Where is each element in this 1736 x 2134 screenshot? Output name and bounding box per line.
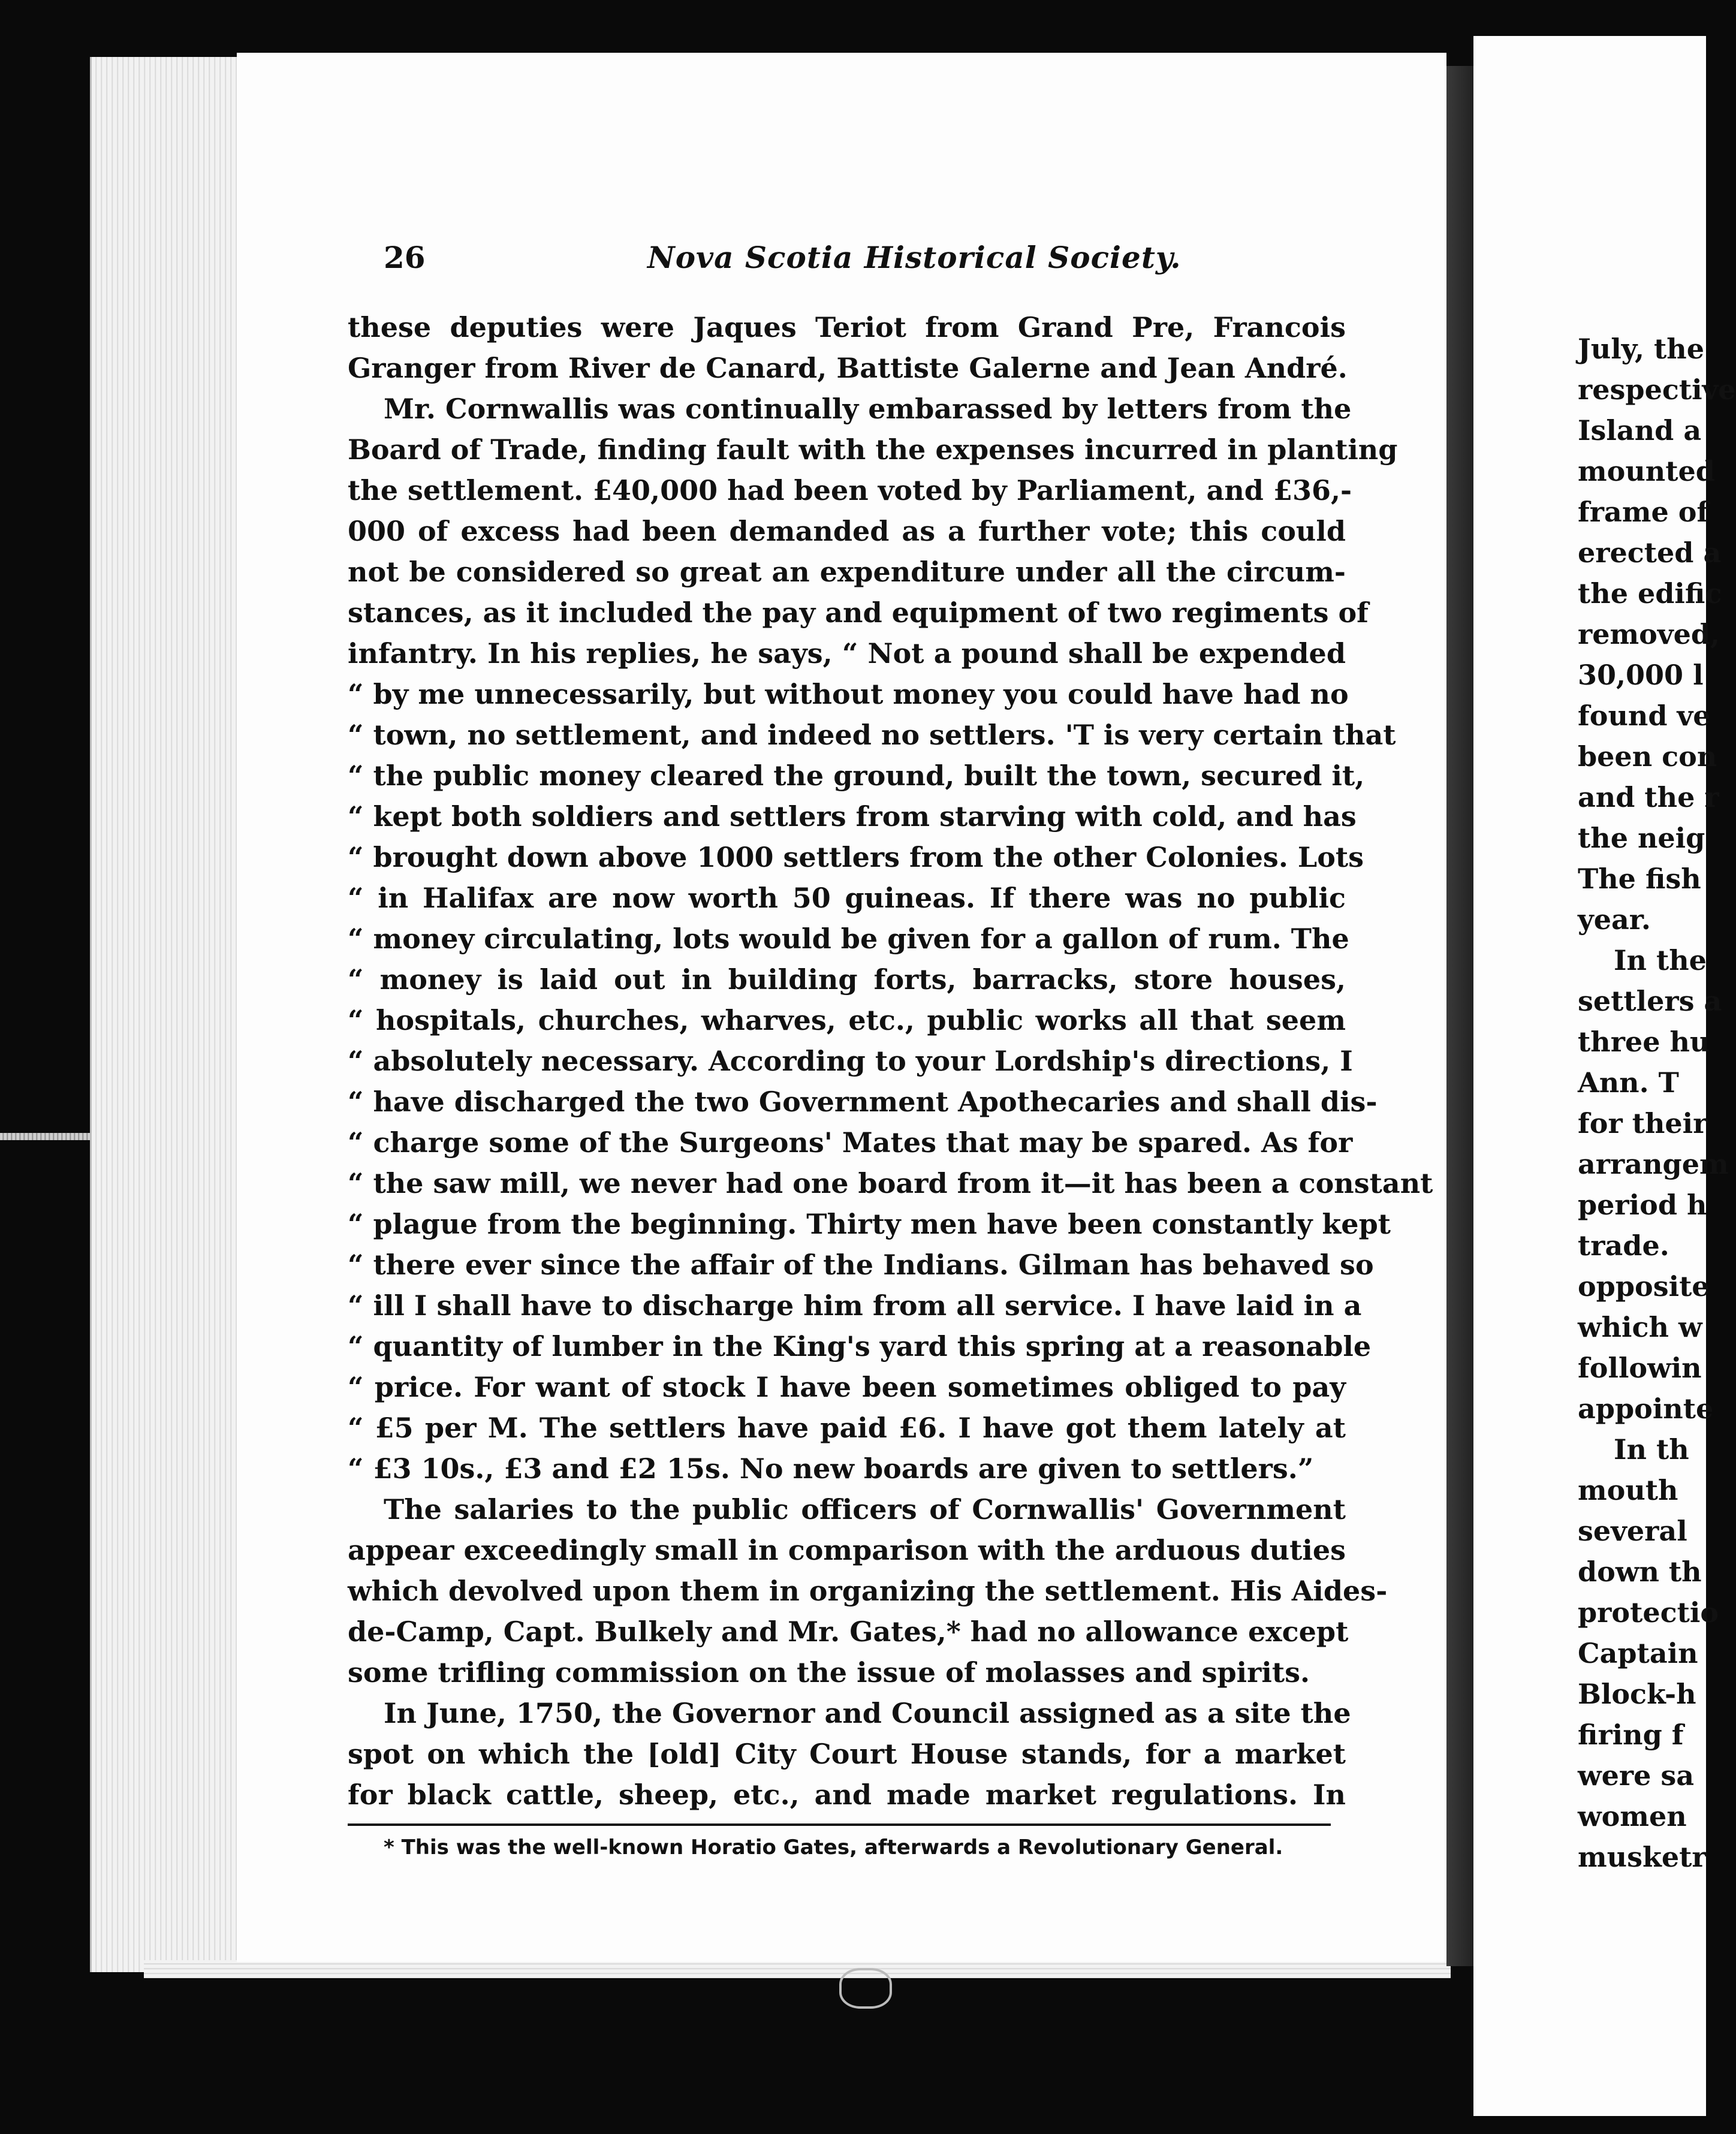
facing-text-line: firing f	[1578, 1719, 1684, 1751]
page-stack-bottom-edge	[144, 1960, 1451, 1978]
facing-text-line: In the	[1614, 944, 1707, 976]
facing-text-line: been con	[1578, 740, 1717, 773]
text-line: “ quantity of lumber in the King's yard this spring at a reasonable	[348, 1330, 1372, 1363]
facing-text-line: which w	[1578, 1311, 1702, 1343]
bottom-smudge-mark	[839, 1968, 892, 2009]
facing-text-line: opposite	[1578, 1270, 1710, 1303]
text-line: Granger from River de Canard, Battiste Galerne and Jean André.	[348, 352, 1348, 384]
facing-text-line: mounted	[1578, 455, 1715, 487]
text-line: “ plague from the beginning. Thirty men have been constantly kept	[348, 1208, 1391, 1240]
facing-text-line: protectio	[1578, 1596, 1719, 1629]
facing-text-line: and the r	[1578, 781, 1719, 813]
text-line: Board of Trade, finding fault with the expenses incurred in planting	[348, 433, 1398, 466]
facing-text-line: three hu	[1578, 1026, 1710, 1058]
facing-text-line: year.	[1578, 903, 1651, 936]
facing-text-line: arrangem	[1578, 1148, 1729, 1180]
text-line: “ money is laid out in building forts, barracks, store houses,	[348, 963, 1346, 996]
facing-text-line: for their	[1578, 1107, 1708, 1140]
text-line: “ hospitals, churches, wharves, etc., public works all that seem	[348, 1004, 1346, 1036]
facing-text-line: settlers a	[1578, 985, 1722, 1017]
text-line: which devolved upon them in organizing the settlement. His Aides-	[348, 1575, 1388, 1607]
facing-text-line: trade.	[1578, 1229, 1669, 1262]
facing-text-line: respective	[1578, 373, 1736, 406]
facing-text-line: were sa	[1578, 1759, 1695, 1792]
facing-text-line: frame of	[1578, 496, 1709, 528]
facing-text-line: musketr	[1578, 1841, 1707, 1873]
facing-text-line: The fish	[1578, 863, 1701, 895]
text-line: “ ill I shall have to discharge him from all service. I have laid in a	[348, 1289, 1362, 1322]
text-line: stances, as it included the pay and equipment of two regiments of	[348, 596, 1369, 629]
text-line: spot on which the [old] City Court House stands, for a market	[348, 1738, 1346, 1770]
facing-text-line: erected a	[1578, 536, 1722, 569]
text-line: “ money circulating, lots would be given for a gallon of rum. The	[348, 923, 1349, 955]
text-line: these deputies were Jaques Teriot from Grand Pre, Francois	[348, 311, 1346, 343]
facing-text-line: In th	[1614, 1433, 1689, 1466]
facing-text-line: women	[1578, 1800, 1687, 1832]
text-line: The salaries to the public officers of Cornwallis' Government	[384, 1493, 1346, 1526]
facing-text-line: mouth	[1578, 1474, 1678, 1506]
text-line: “ town, no settlement, and indeed no settlers. 'T is very certain that	[348, 719, 1396, 751]
footnote-rule	[348, 1823, 1331, 1826]
facing-text-line: found ve	[1578, 700, 1711, 732]
page-header	[384, 240, 1331, 282]
facing-text-line: the neig	[1578, 822, 1705, 854]
text-line: “ kept both soldiers and settlers from starving with cold, and has	[348, 800, 1357, 833]
text-line: some trifling commission on the issue of molasses and spirits.	[348, 1656, 1310, 1689]
text-line: “ absolutely necessary. According to your Lordship's directions, I	[348, 1045, 1353, 1077]
page-stack-edge	[90, 57, 248, 1972]
body-text	[348, 307, 1433, 1815]
facing-text-line: period h	[1578, 1189, 1707, 1221]
facing-text-line: Ann. T	[1578, 1066, 1679, 1099]
running-head: Nova Scotia Historical Society.	[647, 240, 1182, 275]
text-line: In June, 1750, the Governor and Council assigned as a site the	[384, 1697, 1351, 1729]
text-line: “ brought down above 1000 settlers from the other Colonies. Lots	[348, 841, 1364, 873]
text-line: 000 of excess had been demanded as a further vote; this could	[348, 515, 1346, 547]
text-line: “ by me unnecessarily, but without money you could have had no	[348, 678, 1349, 710]
page-number: 26	[384, 240, 426, 275]
text-line: “ in Halifax are now worth 50 guineas. If there was no public	[348, 882, 1346, 914]
book-gutter	[1446, 66, 1473, 1966]
facing-text-line: Captain	[1578, 1637, 1698, 1669]
text-line: “ the saw mill, we never had one board from it—it has been a constant	[348, 1167, 1433, 1199]
text-line: not be considered so great an expenditure under all the circum-	[348, 556, 1346, 588]
text-line: Mr. Cornwallis was continually embarassed by letters from the	[384, 393, 1352, 425]
facing-text-line: down th	[1578, 1556, 1702, 1588]
text-line: “ £3 10s., £3 and £2 15s. No new boards are given to settlers.”	[348, 1452, 1314, 1485]
text-line: infantry. In his replies, he says, “ Not a pound shall be expended	[348, 637, 1346, 670]
text-line: the settlement. £40,000 had been voted by Parliament, and £36,-	[348, 474, 1352, 507]
facing-page-text	[1578, 328, 1736, 1877]
facing-text-line: several	[1578, 1515, 1687, 1547]
text-line: “ have discharged the two Government Apothecaries and shall dis-	[348, 1086, 1378, 1118]
text-line: “ the public money cleared the ground, built the town, secured it,	[348, 759, 1365, 792]
facing-text-line: Island a	[1578, 414, 1702, 447]
facing-text-line: followin	[1578, 1352, 1702, 1384]
text-line: “ there ever since the affair of the Indians. Gilman has behaved so	[348, 1249, 1374, 1281]
footnote: * This was the well-known Horatio Gates, afterwards a Revolutionary General.	[384, 1835, 1283, 1859]
text-line: appear exceedingly small in comparison with the arduous duties	[348, 1534, 1346, 1566]
facing-text-line: appointe	[1578, 1392, 1714, 1425]
facing-text-line: July, the	[1578, 333, 1704, 365]
text-line: “ charge some of the Surgeons' Mates that may be spared. As for	[348, 1126, 1353, 1159]
text-line: for black cattle, sheep, etc., and made market regulations. In	[348, 1779, 1346, 1811]
facing-text-line: 30,000 l	[1578, 659, 1704, 691]
facing-text-line: the edific	[1578, 577, 1722, 610]
text-line: de-Camp, Capt. Bulkely and Mr. Gates,* had no allowance except	[348, 1615, 1349, 1648]
text-line: “ price. For want of stock I have been sometimes obliged to pay	[348, 1371, 1346, 1403]
text-line: “ £5 per M. The settlers have paid £6. I have got them lately at	[348, 1412, 1346, 1444]
left-page-tab	[0, 1133, 90, 1140]
facing-text-line: Block-h	[1578, 1678, 1696, 1710]
facing-text-line: removed,	[1578, 618, 1720, 650]
